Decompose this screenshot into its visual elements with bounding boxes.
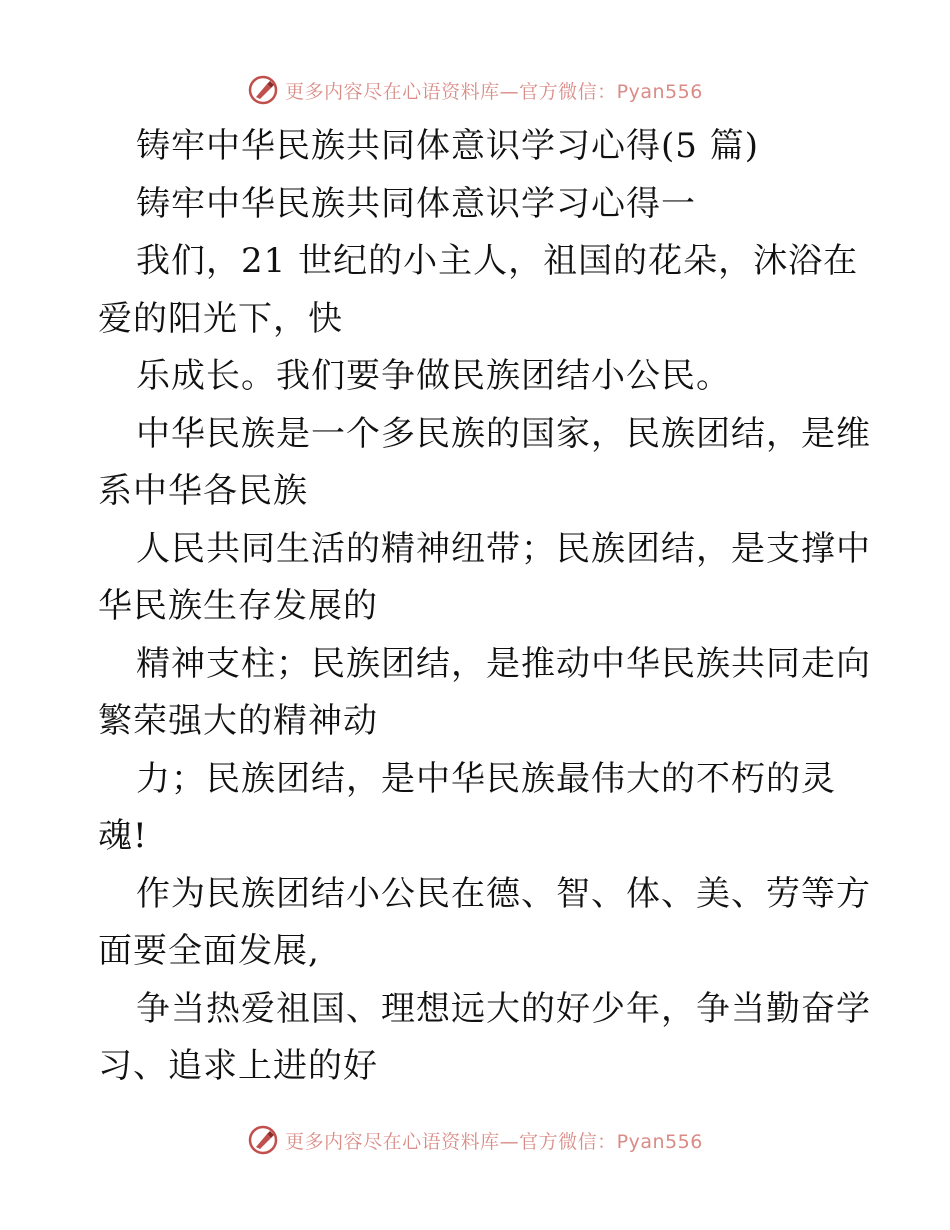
pen-nib-logo-icon	[247, 74, 279, 106]
document-line: 作为民族团结小公民在德、智、体、美、劳等方	[136, 873, 871, 914]
header-banner	[0, 70, 950, 110]
document-line: 魂!	[98, 816, 148, 856]
document-line: 人民共同生活的精神纽带；民族团结，是支撑中	[136, 528, 871, 569]
document-line: 习、追求上进的好	[98, 1046, 378, 1086]
document-line: 精神支柱；民族团结，是推动中华民族共同走向	[136, 643, 871, 684]
footer-banner-text: 更多内容尽在心语资料库—官方微信：Pyan556	[285, 1130, 703, 1153]
document-line: 铸牢中华民族共同体意识学习心得一	[136, 183, 696, 224]
document-line: 系中华各民族	[98, 471, 308, 511]
document-line: 爱的阳光下，快	[98, 298, 343, 339]
document-line: 力；民族团结，是中华民族最伟大的不朽的灵	[136, 758, 836, 799]
document-line: 中华民族是一个多民族的国家，民族团结，是维	[136, 413, 871, 454]
document-body	[98, 118, 871, 1096]
footer-banner	[0, 1120, 950, 1160]
document-line: 繁荣强大的精神动	[98, 701, 378, 741]
document-line: 争当热爱祖国、理想远大的好少年，争当勤奋学	[136, 988, 871, 1029]
document-line: 我们，21 世纪的小主人，祖国的花朵，沐浴在	[136, 241, 859, 281]
document-line: 乐成长。我们要争做民族团结小公民。	[136, 356, 731, 396]
document-line: 面要全面发展,	[98, 931, 320, 971]
pen-nib-logo-icon	[247, 1124, 279, 1156]
document-line: 铸牢中华民族共同体意识学习心得(5 篇)	[136, 126, 759, 166]
document-line: 华民族生存发展的	[98, 586, 378, 626]
header-banner-text: 更多内容尽在心语资料库—官方微信：Pyan556	[285, 80, 703, 103]
